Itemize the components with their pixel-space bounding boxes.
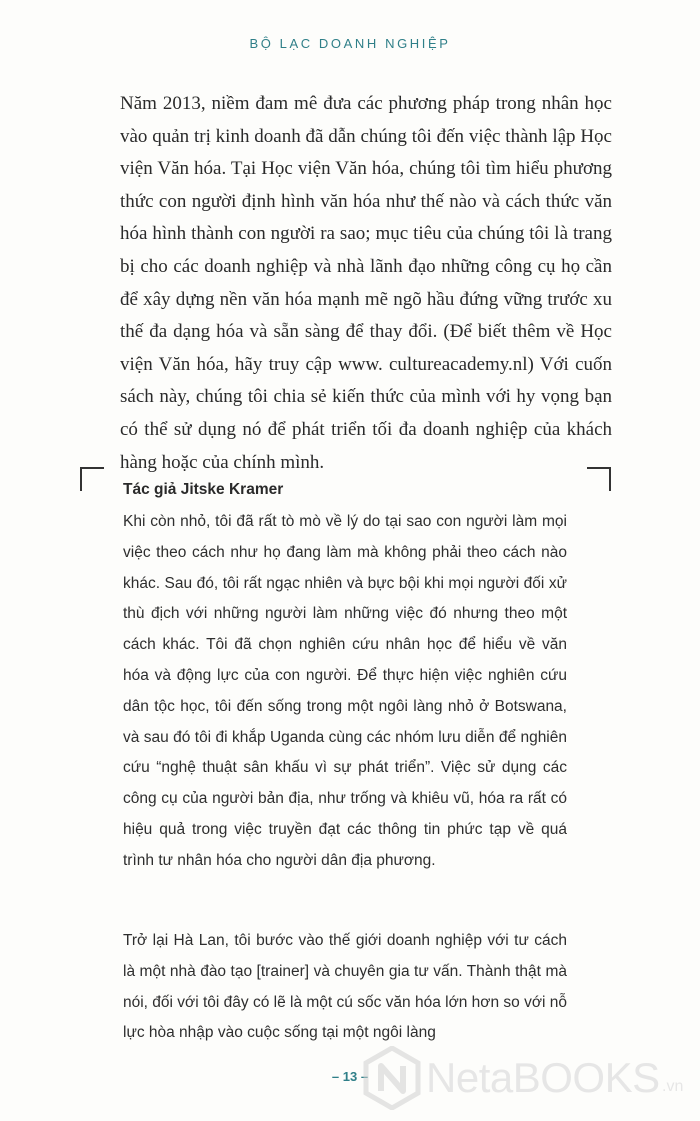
author-box-paragraph-2: Trở lại Hà Lan, tôi bước vào thế giới doanh nghiệp với tư cách là một nhà đào tạo [trainer] và chuyên gia tư vấn. Thành thật mà nói, đối với tôi đây có lẽ là một cú sốc văn hóa lớn hơn so với nỗ lực hòa nhập vào cuộc sống tại một ngôi làng [123,932,567,1042]
netabooks-logo-icon [362,1046,422,1110]
watermark-text: NetaBOOKS [426,1054,660,1101]
page-number: – 13 – [331,1069,369,1084]
box-corner-top-left [80,467,104,491]
running-title: BỘ LẠC DOANH NGHIỆP [249,36,451,51]
author-box-paragraph-1: Khi còn nhỏ, tôi đã rất tò mò về lý do tại sao con người làm mọi việc theo cách như họ đang làm mà không phải theo cách nào khác. Sau đó, tôi rất ngạc nhiên và bực bội khi mọi người đối xử thù địch với những người làm những việc đó nhưng theo một cách khác. Tôi đã chọn nghiên cứu nhân học để hiểu về văn hóa và động lực của con người. Để thực hiện việc nghiên cứu dân tộc học, tôi đến sống trong một ngôi làng nhỏ ở Botswana, và sau đó tôi đi khắp Uganda cùng các nhóm lưu diễn để nghiên cứu “nghệ thuật sân khấu vì sự phát triển”. Việc sử dụng các công cụ của người bản địa, như trống và khiêu vũ, hóa ra rất có hiệu quả trong việc truyền đạt các thông tin phức tạp về quá trình tư nhân hóa cho người dân địa phương. [123,513,567,869]
watermark-suffix: .vn [662,1078,684,1095]
main-paragraph: Năm 2013, niềm đam mê đưa các phương pháp trong nhân học vào quản trị kinh doanh đã dẫn chúng tôi đến việc thành lập Học viện Văn hóa. Tại Học viện Văn hóa, chúng tôi tìm hiểu phương thức con người định hình văn hóa như thế nào và cách thức văn hóa hình thành con người ra sao; mục tiêu của chúng tôi là trang bị cho các doanh nghiệp và nhà lãnh đạo những công cụ họ cần để xây dựng nền văn hóa mạnh mẽ ngõ hầu đứng vững trước xu thế đa dạng hóa và sẵn sàng để thay đổi. (Để biết thêm về Học viện Văn hóa, hãy truy cập www. cultureacademy.nl) Với cuốn sách này, chúng tôi chia sẻ kiến thức của mình với hy vọng bạn có thể sử dụng nó để phát triển tối đa doanh nghiệp của khách hàng hoặc của chính mình. [120,93,612,473]
netabooks-watermark [362,1046,692,1110]
author-box-title: Tác giả Jitske Kramer [123,481,284,498]
box-corner-top-right [587,467,611,491]
